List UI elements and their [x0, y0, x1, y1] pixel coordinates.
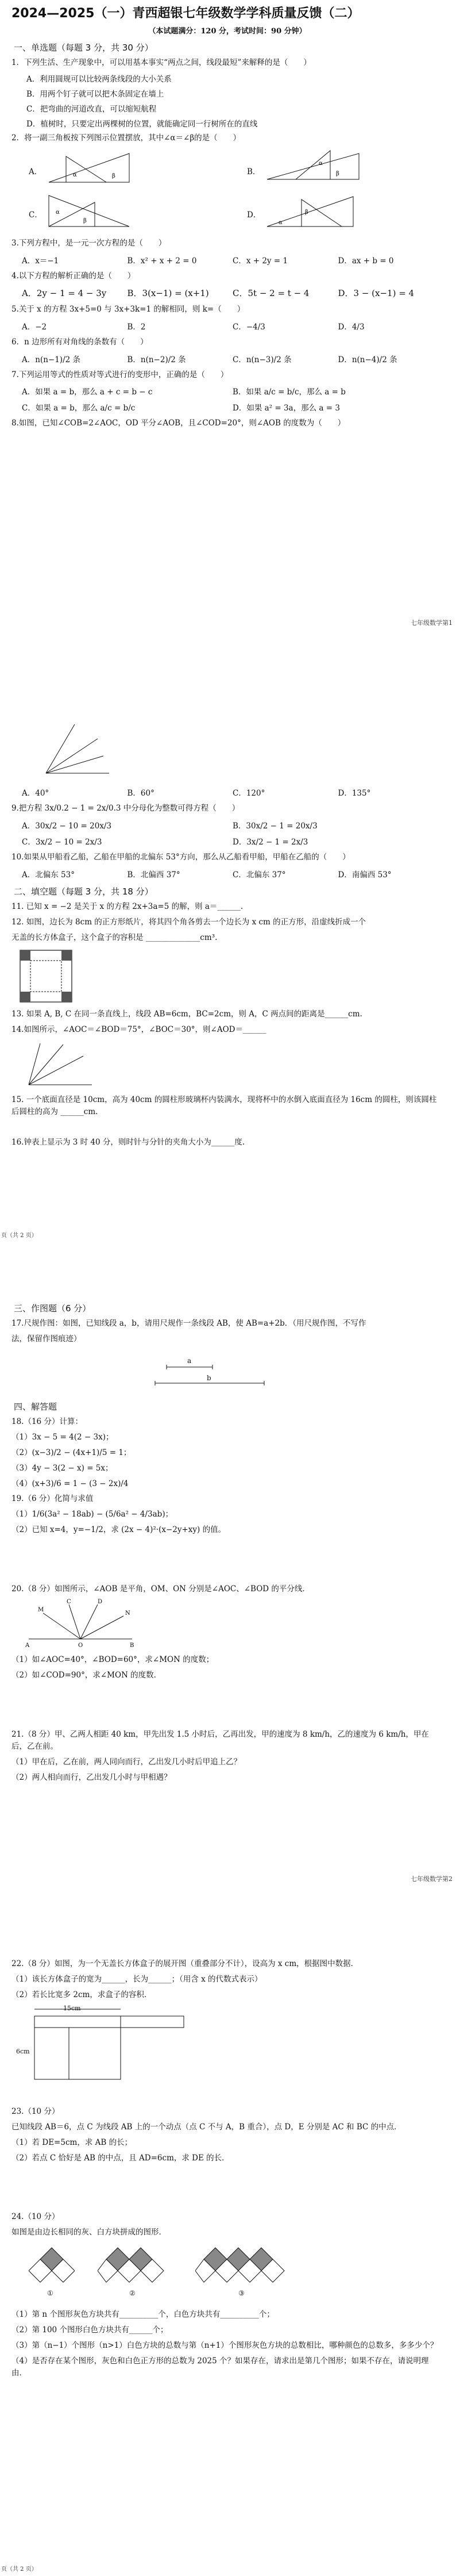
- question-18: 18.（16 分）计算：: [11, 1416, 83, 1426]
- page-2-continued: [0, 1886, 456, 2576]
- svg-text:β: β: [112, 172, 115, 179]
- question-24-2: （2）第 100 个图形白色方块共有______个；: [11, 2325, 168, 2335]
- option-text: C．3x/2 − 10 = 2x/3: [22, 837, 102, 847]
- box-net-figure: [11, 2005, 443, 2091]
- option-text: B．如果 a/c = b/c，那么 a = b: [233, 387, 346, 397]
- question-23: 23.（10 分）: [11, 2106, 60, 2116]
- question-3: 3.下列方程中，是一元一次方程的是（ ）: [11, 238, 167, 248]
- question-19-1: （1）1/6(3a² − 18ab) − (5/6a² − 4/3ab)；: [11, 1510, 173, 1519]
- option-text: A．2y − 1 = 4 − 3y: [22, 287, 107, 298]
- dimension-label: 15cm: [63, 2004, 81, 2012]
- question-22: 22.（8 分）如图，为一个无盖长方体盒子的展开图（重叠部分不计），设高为 x cm，根据图中数据．: [11, 1959, 359, 1968]
- question-1: 1．下列生活、生产现象中，可以用基本事实“两点之间，线段最短”来解释的是（ ）: [11, 58, 311, 67]
- question-2: 2．将一副三角板按下列图示位置摆放，其中∠α＝∠β的是（ ）: [11, 133, 241, 143]
- question-12-cont: 无盖的长方体盒子，这个盒子的容积是 ______________cm³.: [11, 932, 218, 942]
- question-19-2: （2）已知 x=4，y=−1/2，求 (2x − 4)²·(x−2y+xy) 的值。: [11, 1525, 226, 1535]
- question-24-3: （3）第（n−1）个图形（n>1）白色方块的总数与第（n+1）个图形灰色方块的总数相比，哪种颜色的总数多，多多少个？: [11, 2341, 438, 2351]
- question-21-1: （1）甲在后，乙在前，两人同向而行，乙出发几小时后甲追上乙？: [11, 1757, 242, 1767]
- option-text: A．n(n−1)/2 条: [22, 355, 81, 364]
- option-text: B．60°: [127, 789, 154, 798]
- options-row: [22, 819, 443, 831]
- option-text: D．4/3: [338, 322, 365, 332]
- option-text: C．x + 2y = 1: [233, 256, 288, 266]
- section-heading: 四、解答题: [14, 1401, 57, 1412]
- segment-figure: [11, 1349, 443, 1395]
- question-17-cont: 法，保留作图痕迹）: [11, 1334, 82, 1343]
- triangle-figure-c: [43, 191, 141, 231]
- q2-figures: [11, 148, 443, 234]
- option-text: C．北偏东 37°: [233, 870, 286, 880]
- option-label: B．: [247, 167, 261, 176]
- question-14: 14.如图所示，∠AOC＝∠BOD＝75°，∠BOC＝30°，则∠AOD＝______: [11, 1024, 266, 1034]
- section-heading: 二、填空题（每题 3 分，共 18 分）: [14, 886, 153, 897]
- options-row: [22, 401, 443, 413]
- option-text: D．植树时，只要定出两棵树的位置，就能确定同一行树所在的直线: [26, 119, 258, 129]
- page-1-continued: [0, 632, 456, 1242]
- page-side-label: 七年级数学第2: [411, 1875, 453, 1883]
- option-text: B．x² + x + 2 = 0: [127, 256, 197, 266]
- option-text: D．ax + b = 0: [338, 256, 394, 266]
- option-text: B．30x/2 − 1 = 20x/3: [233, 821, 318, 831]
- options-row: [22, 868, 443, 880]
- question-13: 13. 如果 A, B, C 在同一条直线上，线段 AB=6cm，BC=2cm，则 A，C 两点间的距离是______cm.: [11, 1009, 362, 1019]
- question-16: 16.钟表上显示为 3 时 40 分，则时针与分针的夹角大小为______度.: [11, 1138, 245, 1147]
- page-footer: 页（共 2 页）: [1, 2566, 37, 2573]
- dimension-label: 6cm: [16, 2047, 30, 2055]
- triangle-figure-b: [261, 148, 365, 188]
- question-20: 20.（8 分）如图所示，∠AOB 是平角，OM、ON 分别是∠AOC、∠BOD 的平分线．: [11, 1584, 310, 1594]
- question-18-3: （3）4y − 3(2 − x) = 5x；: [11, 1463, 113, 1473]
- option-label: A．: [29, 167, 42, 176]
- options-row: [22, 254, 443, 266]
- question-20-2: （2）如∠COD=90°，求∠MON 的度数．: [11, 1671, 162, 1680]
- segment-b-label: b: [207, 1373, 211, 1382]
- option-label: D．: [247, 210, 261, 220]
- tile-pattern-1: [29, 2245, 75, 2285]
- page-1: [0, 0, 456, 632]
- question-21-2: （2）两人相向而行，乙出发几小时与甲相遇？: [11, 1772, 172, 1782]
- question-15: 15. 一个底面直径是 10cm，高为 40cm 的圆柱形玻璃杯内装满水，现将杯中的水倒入底面直径为 16cm 的圆柱，则该圆柱后圆柱的高为 ______cm.: [11, 1095, 437, 1117]
- option-text: B．n(n−2)/2 条: [127, 355, 186, 364]
- option-text: A．如果 a = b，那么 a + c = b − c: [22, 387, 153, 397]
- section-heading: 三、作图题（6 分）: [14, 1303, 91, 1314]
- option-text: D．135°: [338, 789, 371, 798]
- question-18-4: （4）(x+3)/6 = 1 − (3 − 2x)/4: [11, 1479, 129, 1488]
- option-text: A．x＝−1: [22, 256, 59, 266]
- svg-text:α: α: [279, 219, 283, 226]
- exam-subtitle: （本试题满分：120 分，考试时间：90 分钟）: [148, 27, 307, 36]
- question-23-2: （2）若点 C 恰好是 AB 的中点，且 AD=6cm，求 DE 的长．: [11, 2153, 230, 2163]
- option-text: C．120°: [233, 789, 265, 798]
- question-8: 8.如图，已知∠COB=2∠AOC，OD 平分∠AOB，且∠COD=20°，则∠AOB 的度数为（ ）: [11, 419, 346, 428]
- tile-pattern-3: [195, 2245, 293, 2285]
- option-text: A．30x/2 − 10 = 20x/3: [22, 821, 112, 831]
- option-text: D．3x/2 − 1 = 2x/3: [233, 837, 308, 847]
- tile-pattern-2: [98, 2245, 172, 2285]
- triangle-figure-d: [261, 191, 365, 231]
- angle-figure: [17, 1039, 98, 1091]
- svg-text:β: β: [336, 170, 339, 177]
- svg-text:β: β: [83, 217, 87, 224]
- angle-figure: [23, 1599, 138, 1650]
- svg-text:α: α: [56, 209, 60, 216]
- figure-label: ②: [129, 2289, 136, 2298]
- question-11: 11. 已知 x = −2 是关于 x 的方程 2x+3a=5 的解，则 a＝______.: [11, 901, 244, 911]
- options-row: [22, 786, 443, 798]
- question-6: 6．n 边形所有对角线的条数有（ ）: [11, 337, 148, 347]
- question-24-4: （4）是否存在某个图形，灰色和白色正方形的总数为 2025 个？如果存在，请求出是第几个图形；如果不存在，请说明理由．: [11, 2356, 429, 2378]
- page-side-label: 七年级数学第1: [411, 619, 453, 627]
- option-text: D．3 − (x−1) = 4: [338, 287, 415, 298]
- option-label: C．: [29, 210, 42, 220]
- options-row: [22, 320, 443, 332]
- option-text: A．40°: [22, 789, 49, 798]
- option-text: D．如果 a² = 3a，那么 a = 3: [233, 404, 340, 413]
- page-title: 2024—2025（一）青西超银七年级数学学科质量反馈（二）: [11, 6, 360, 21]
- box-net-lines: [23, 2005, 195, 2091]
- segment-a-label: a: [187, 1356, 192, 1365]
- page-2: [0, 1242, 456, 1886]
- figure-label: ①: [47, 2289, 53, 2298]
- option-text: B．3(x−1) = (x+1): [127, 287, 209, 298]
- options-row: [22, 353, 443, 364]
- svg-text:C: C: [67, 1599, 71, 1606]
- svg-text:N: N: [125, 1610, 130, 1617]
- options-row: [22, 385, 443, 397]
- question-23-text: 已知线段 AB＝6，点 C 为线段 AB 上的一个动点（点 C 不与 A，B 重合），点 D，E 分别是 AC 和 BC 的中点．: [11, 2122, 402, 2132]
- question-4: 4.以下方程的解析正确的是（ ）: [11, 271, 136, 281]
- segment-lines: [149, 1360, 276, 1389]
- option-text: B．用两个钉子就可以把木条固定在墙上: [26, 89, 164, 99]
- option-text: C．n(n−3)/2 条: [233, 355, 292, 364]
- tile-pattern-figure: [11, 2242, 443, 2305]
- option-text: D．n(n−4)/2 条: [338, 355, 397, 364]
- section-heading: 一、单选题（每题 3 分，共 30 分）: [14, 43, 153, 53]
- question-17: 17.尺规作图：如图，已知线段 a，b，请用尺规作一条线段 AB，使 AB=a+2b．（用尺规作图，不写作: [11, 1319, 366, 1328]
- question-23-1: （1）若 DE=5cm，求 AB 的长；: [11, 2137, 133, 2147]
- svg-text:β: β: [305, 209, 308, 216]
- option-text: A．利用圆规可以比较两条线段的大小关系: [26, 74, 172, 84]
- svg-text:α: α: [319, 160, 323, 167]
- option-text: D．南偏西 53°: [338, 870, 392, 880]
- question-7: 7.下列运用等式的性质对等式进行的变形中，正确的是（ ）: [11, 370, 229, 379]
- page-footer: 页（共 2 页）: [1, 1233, 37, 1239]
- question-5: 5.关于 x 的方程 3x+5=0 与 3x+3k=1 的解相同，则 k=（ ）: [11, 304, 245, 314]
- svg-text:O: O: [78, 1642, 83, 1649]
- option-text: A．−2: [22, 322, 47, 332]
- svg-text:α: α: [73, 171, 77, 178]
- question-12: 12. 如图，边长为 8cm 的正方形纸片，将其四个角各剪去一个边长为 x cm 的正方形，沿虚线折成一个: [11, 917, 366, 927]
- option-text: B．北偏西 37°: [127, 870, 180, 880]
- svg-text:M: M: [38, 1607, 44, 1614]
- options-row: [22, 287, 443, 299]
- option-text: C．5t − 2 = t − 4: [233, 287, 310, 298]
- option-text: C．−4/3: [233, 322, 265, 332]
- options-row: [22, 835, 443, 847]
- question-22-1: （1）该长方体盒子的宽为______，长为______；（用含 x 的代数式表示）: [11, 1974, 262, 1984]
- svg-text:D: D: [98, 1599, 103, 1606]
- question-22-2: （2）若长比宽多 2cm，求盒子的容积．: [11, 1990, 152, 1999]
- question-9: 9.把方程 3x/0.2 − 1 = 2x/0.3 中分母化为整数可得方程（ ）: [11, 804, 240, 813]
- question-24: 24.（10 分）: [11, 2212, 60, 2222]
- figure-label: ③: [238, 2289, 245, 2298]
- question-24-1: （1）第 n 个图形灰色方块共有__________个，白色方块共有__________个；: [11, 2310, 275, 2320]
- angle-figure: [40, 719, 121, 782]
- square-cut-figure: [17, 947, 75, 1005]
- svg-text:A: A: [25, 1642, 30, 1649]
- svg-text:B: B: [130, 1642, 134, 1649]
- question-18-2: （2）(x−3)/2 − (4x+1)/5 = 1；: [11, 1448, 132, 1457]
- question-19: 19.（6 分）化简与求值: [11, 1494, 94, 1504]
- option-text: A．北偏东 53°: [22, 870, 75, 880]
- question-24-text: 如图是由边长相同的灰、白方块拼成的图形．: [11, 2228, 167, 2237]
- option-text: C．如果 a = b，那么 a/c = b/c: [22, 404, 136, 413]
- question-20-1: （1）如∠AOC=40°，∠BOD=60°，求∠MON 的度数；: [11, 1655, 214, 1665]
- question-10: 10.如果从甲船看乙船，乙船在甲船的北偏东 53°方向，那么从乙船看甲船，甲船在乙船的（ ）: [11, 852, 350, 862]
- question-18-1: （1）3x − 5 = 4(2 − 3x)；: [11, 1432, 114, 1442]
- triangle-figure-a: [43, 148, 141, 188]
- option-text: B．2: [127, 322, 146, 332]
- option-text: C．把弯曲的河道改直，可以缩短航程: [26, 104, 157, 114]
- question-21: 21.（8 分）甲、乙两人相距 40 km，甲先出发 1.5 小时后，乙再出发，甲的速度为 8 km/h，乙的速度为 6 km/h，甲在后，乙在前。: [11, 1729, 429, 1751]
